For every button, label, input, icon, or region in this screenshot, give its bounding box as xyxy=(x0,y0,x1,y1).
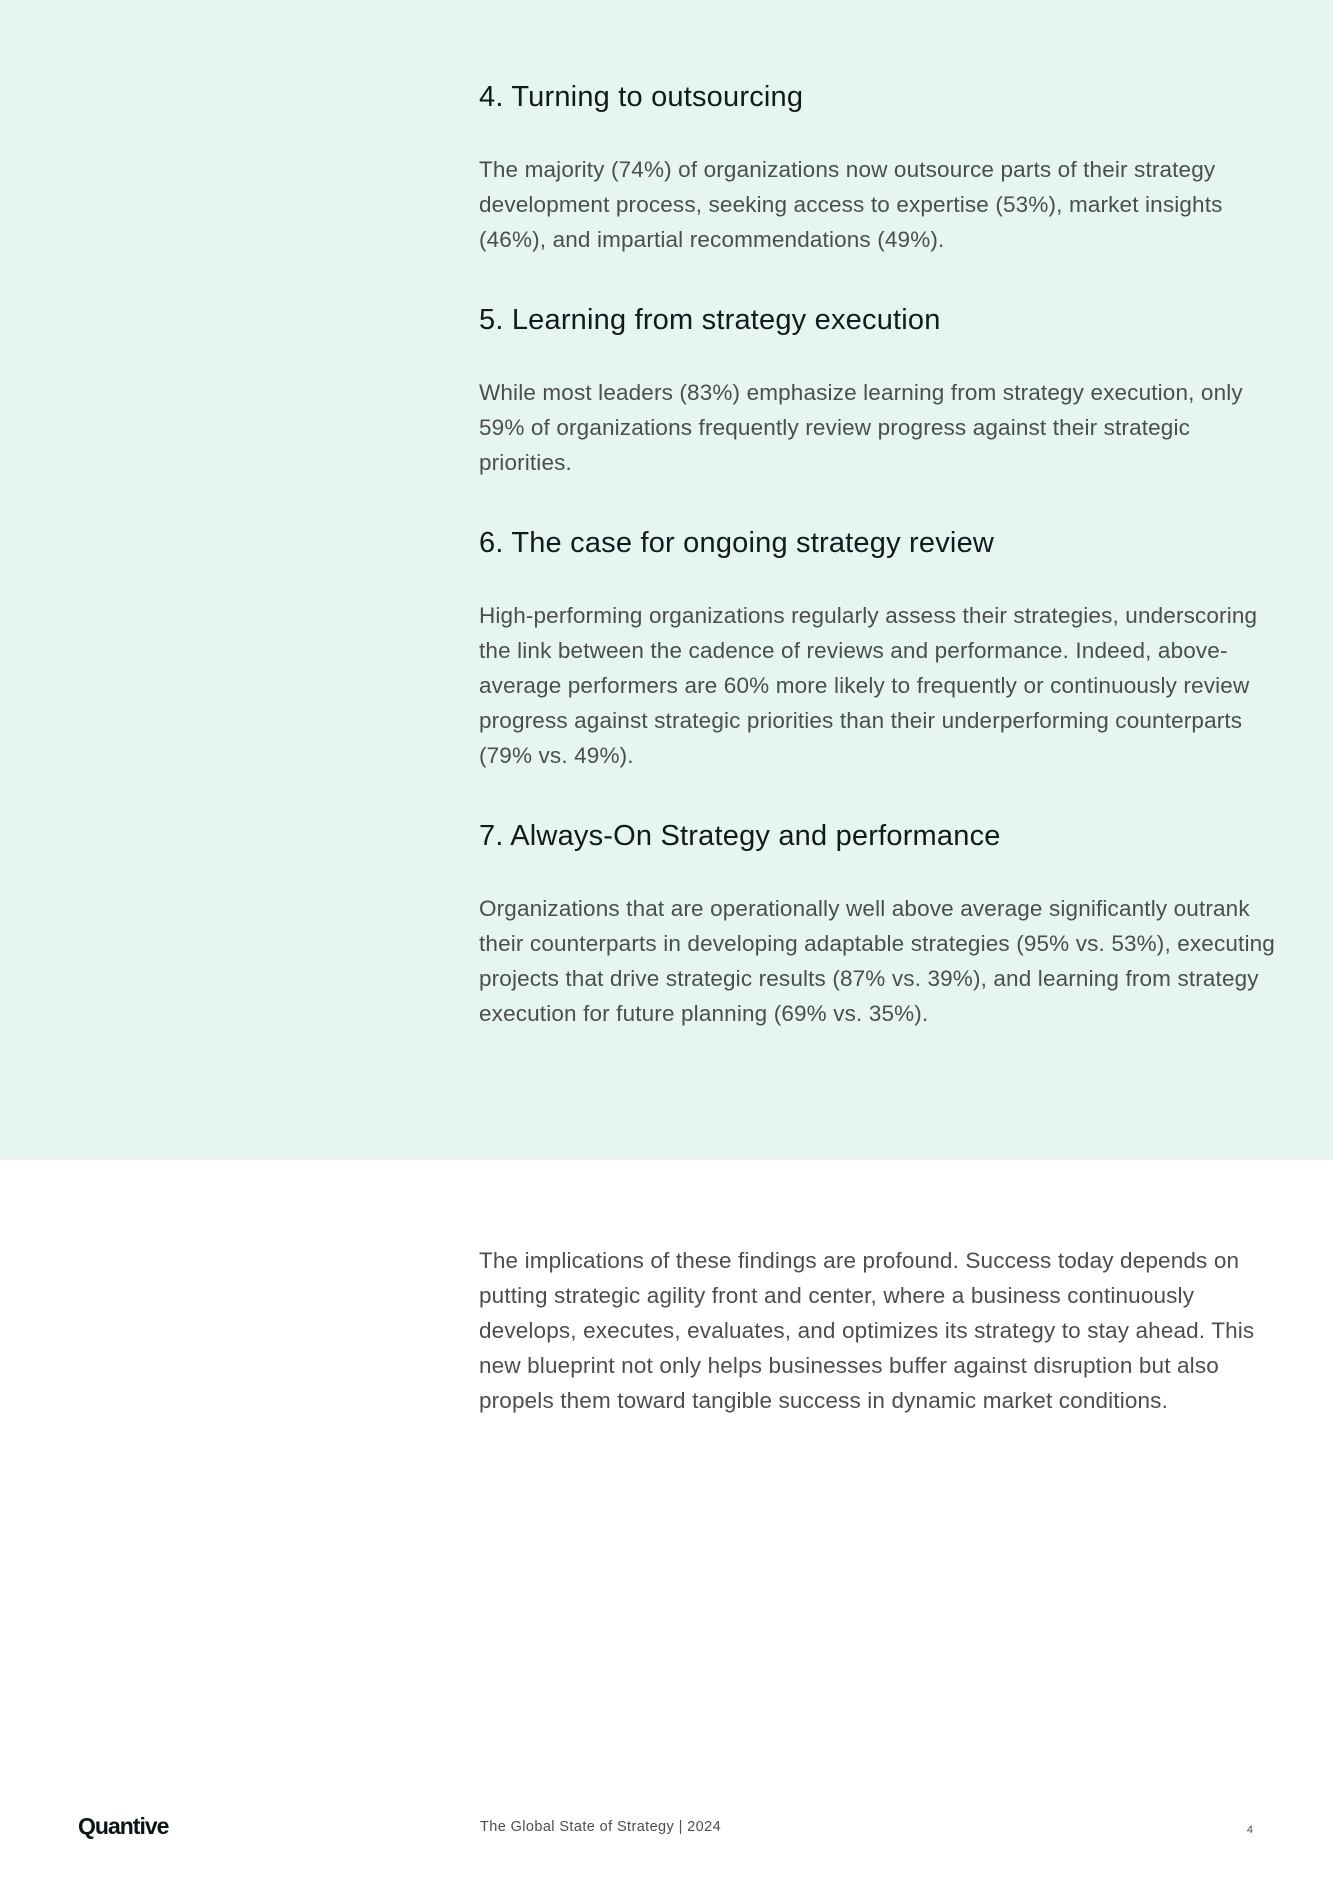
conclusion-paragraph: The implications of these findings are profound. Success today depends on putting strategic agility front and center, where a business continuously develops, executes, evaluates, and optimizes its strategy to stay ahead. This new blueprint not only helps businesses buffer against disruption but also propels them toward tangible success in dynamic market conditions. xyxy=(479,1248,1255,1413)
findings-column xyxy=(479,74,1279,1071)
finding-body: Organizations that are operationally well above average significantly outrank their counterparts in developing adaptable strategies (95% vs. 53%), executing projects that drive strategic results (87% vs. 39%), and learning from strategy execution for future planning (69% vs. 35%). xyxy=(479,896,1275,1026)
finding-body: High-performing organizations regularly assess their strategies, underscoring the link between the cadence of reviews and performance. Indeed, above-average performers are 60% more likely to frequently or continuously review progress against strategic priorities than their underperforming counterparts (79% vs. 49%). xyxy=(479,603,1258,768)
page-number: 4 xyxy=(1246,1824,1253,1836)
finding-heading: 4. Turning to outsourcing xyxy=(479,81,804,113)
finding-heading: 5. Learning from strategy execution xyxy=(479,304,941,336)
finding-heading: 7. Always-On Strategy and performance xyxy=(479,820,1001,852)
finding-section-5 xyxy=(479,297,1279,480)
quantive-logo: Quantive xyxy=(78,1813,169,1839)
finding-section-7 xyxy=(479,813,1279,1031)
finding-body: The majority (74%) of organizations now outsource parts of their strategy development process, seeking access to expertise (53%), market insights (46%), and impartial recommendations (49%). xyxy=(479,157,1223,252)
finding-section-6 xyxy=(479,520,1279,773)
finding-body: While most leaders (83%) emphasize learning from strategy execution, only 59% of organizations frequently review progress against their strategic priorities. xyxy=(479,380,1243,475)
footer-report-title: The Global State of Strategy | 2024 xyxy=(480,1819,722,1835)
finding-heading: 6. The case for ongoing strategy review xyxy=(479,527,995,559)
finding-section-4 xyxy=(479,74,1279,257)
